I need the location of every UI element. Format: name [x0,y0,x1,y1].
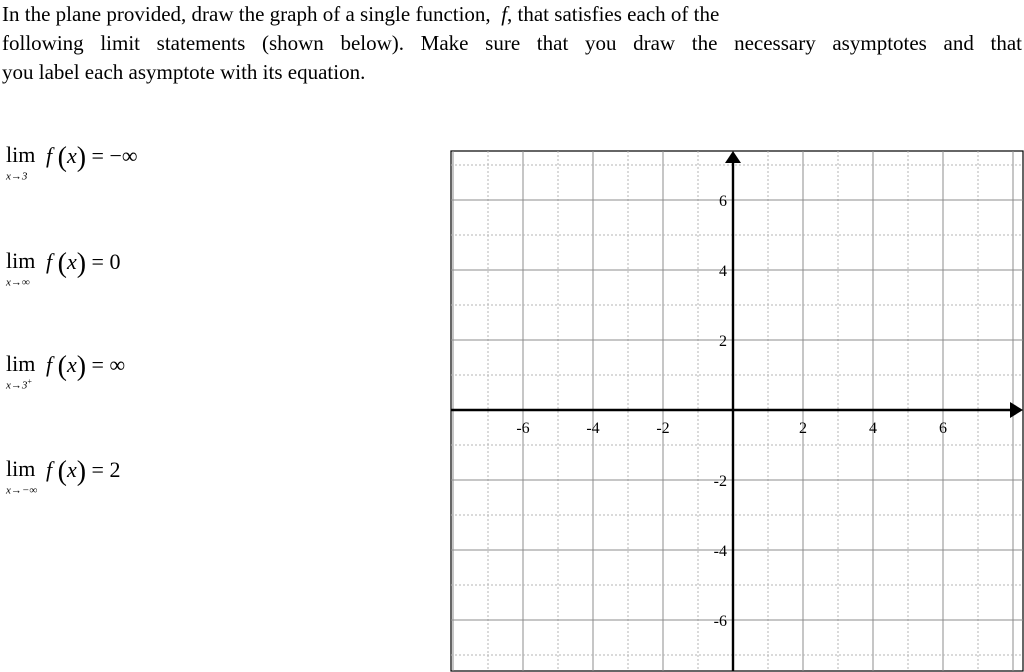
x-tick-label: -4 [586,420,600,437]
instructions-line-1: In the plane provided, draw the graph of a single function, f, that satisfies each of the [2,2,720,26]
limit-expression: f (x) = −∞ [46,142,138,173]
y-tick-label: 4 [719,263,727,280]
limit-expression: f (x) = ∞ [46,351,126,382]
limit-subscript: x→3+ [6,377,32,392]
x-tick-label: 4 [869,420,877,437]
instructions-line-2: following limit statements (shown below). Make sure that you draw the necessary asymptotes and that [2,31,1022,55]
y-axis-arrow-icon [725,151,741,163]
limit-subscript: x→∞ [6,276,30,289]
coordinate-plane-svg[interactable] [450,150,1024,672]
y-tick-label: -4 [713,543,727,560]
x-tick-label: -2 [656,420,670,437]
limit-subscript: x→−∞ [6,484,38,497]
x-tick-label: 6 [939,420,947,437]
x-axis-arrow-icon [1010,402,1023,418]
limit-expression: f (x) = 2 [46,456,121,487]
y-tick-label: -2 [713,473,727,490]
x-tick-label: 2 [799,420,807,437]
y-tick-label: 6 [719,193,727,210]
y-tick-label: 2 [719,333,727,350]
limit-expression: f (x) = 0 [46,248,121,279]
function-symbol: f [501,2,508,26]
coordinate-plane[interactable] [450,150,1024,672]
y-tick-label: -6 [713,613,727,630]
instructions-line-3: you label each asymptote with its equation. [2,60,366,84]
limit-subscript: x→3 [6,170,28,183]
instructions [2,0,1022,87]
x-tick-label: -6 [516,420,530,437]
